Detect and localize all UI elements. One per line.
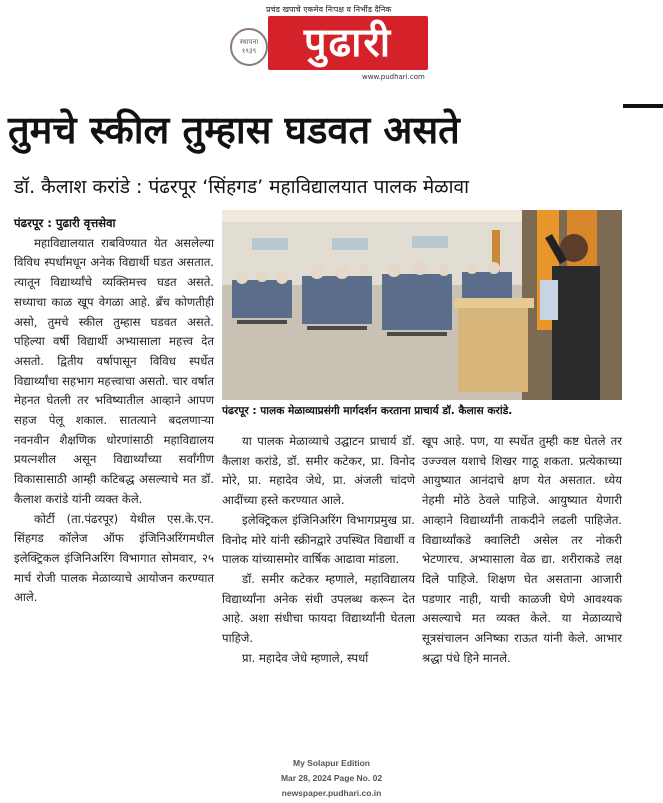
column-1-paragraph: महाविद्यालयात राबविण्यात येत असलेल्या विविध स्पर्धांमधून अनेक विद्यार्थी घडत असतात. त्यातून विद्यार्थ्यांचे व्यक्तिमत्त्व घडत असते. सध्याचा काळ खूप वेगळा आहे. ब्रँच कोणतीही असो, तुमचे स्कील तुम्हास घडवत असते. पहिल्या वर्षी विद्यार्थी अभ्यासाला महत्त्व देत असतो. द्वितीय वर्षापासून विविध स्पर्धेत विद्यार्थ्यांचा सहभाग महत्त्वाचा असतो. चार वर्षात मेहनत घेतली तर भविष्यातील आव्हाने आपण सहज पेलू शकाल. सातत्याने बदलणाऱ्या नवनवीन शैक्षणिक धोरणांसाठी महाविद्यालय प्रयत्नशील असून विद्यार्थ्यांच्या सर्वांगीण विकासासाठी आम्ही कटिबद्ध असल्याचे मत डॉ. कैलाश करांडे यांनी व्यक्त केले.	[14, 235, 214, 506]
article-dateline: पंढरपूर : पुढारी वृत्तसेवा	[14, 216, 116, 230]
column-1-paragraph: कोर्टी (ता.पंढरपूर) येथील एस.के.एन. सिंहगड कॉलेज ऑफ इंजिनिअरिंगमधील इलेक्ट्रिकल इंजिनिअरिंग विभागात सोमवार, २५ मार्च रोजी पालक मेळाव्याचे आयोजन करण्यात आले.	[14, 511, 214, 605]
footer-date-page: Mar 28, 2024 Page No. 02	[280, 773, 383, 783]
article-column-3	[422, 432, 622, 668]
event-photo-image	[222, 210, 622, 400]
masthead-tagline: प्रचंड खपाचे एकमेव निःपक्ष व निर्भीड दैनिक	[266, 5, 392, 14]
column-2-paragraph: या पालक मेळाव्याचे उद्घाटन प्राचार्य डॉ. कैलाश करांडे, डॉ. समीर कटेकर, प्रा. विनोद मोरे, प्रा. महादेव जेधे, प्रा. अंजली चांदणे आदींच्या हस्ते करण्यात आले.	[222, 434, 415, 508]
masthead	[0, 0, 663, 100]
masthead-url: www.pudhari.com	[362, 73, 425, 81]
since-label: स्थापना	[239, 38, 259, 46]
column-2-paragraph: डॉ. समीर कटेकर म्हणाले, महाविद्यालय विद्यार्थ्यांना अनेक संधी उपलब्ध करून देत आहे. अशा संधीचा फायदा विद्यार्थ्यांनी घेतला पाहिजे.	[222, 571, 415, 646]
since-seal	[230, 28, 268, 66]
article-headline: तुमचे स्कील तुम्हास घडवत असते	[8, 108, 460, 152]
footer-edition: My Solapur Edition	[293, 758, 370, 768]
corner-rule	[623, 104, 663, 108]
event-photo	[222, 210, 622, 400]
page-footer	[0, 756, 663, 801]
column-2-paragraph: इलेक्ट्रिकल इंजिनिअरिंग विभागप्रमुख प्रा. विनोद मोरे यांनी स्क्रीनद्वारे उपस्थित विद्यार्थी व पालक यांच्यासमोर वार्षिक आढावा मांडला.	[222, 512, 415, 567]
article-column-1	[14, 214, 214, 608]
since-year: १९३९	[241, 47, 257, 55]
article-column-2	[222, 432, 415, 668]
photo-caption: पंढरपूर : पालक मेळाव्याप्रसंगी मार्गदर्शन करताना प्राचार्य डॉ. कैलास करांडे.	[222, 405, 513, 417]
footer-source-link[interactable]: newspaper.pudhari.co.in	[281, 788, 382, 798]
column-2-paragraph: प्रा. महादेव जेधे म्हणाले, स्पर्धा	[242, 650, 369, 665]
pudhari-logo: पुढारी	[268, 16, 428, 70]
column-3-paragraph: खूप आहे. पण, या स्पर्धेत तुम्ही कष्ट घेतले तर उज्ज्वल यशाचे शिखर गाठू शकता. प्रत्येकाच्या आयुष्यात आनंदाचे क्षण येत असतात. ध्येय नेहमी मोठे ठेवले पाहिजे. आयुष्यात येणारी आव्हाने विद्यार्थ्यांनी ताकदीने लढली पाहिजेत. विद्यार्थ्यांकडे क्वालिटी असेल तर नोकरी भेटणारच. अभ्यासाला वेळ द्या. शरीराकडे लक्ष दिले पाहिजे. शिक्षण घेत असताना आजारी पडणार नाही, याची काळजी घेणे आवश्यक असल्याचे मत व्यक्त केले. या मेळाव्याचे सूत्रसंचालन अनिष्का राऊत यांनी केले. आभार श्रद्धा पंधे हिने मानले.	[422, 434, 622, 665]
article-subheadline: डॉ. कैलाश करांडे : पंढरपूर ‘सिंहगड’ महाविद्यालयात पालक मेळावा	[14, 176, 470, 198]
